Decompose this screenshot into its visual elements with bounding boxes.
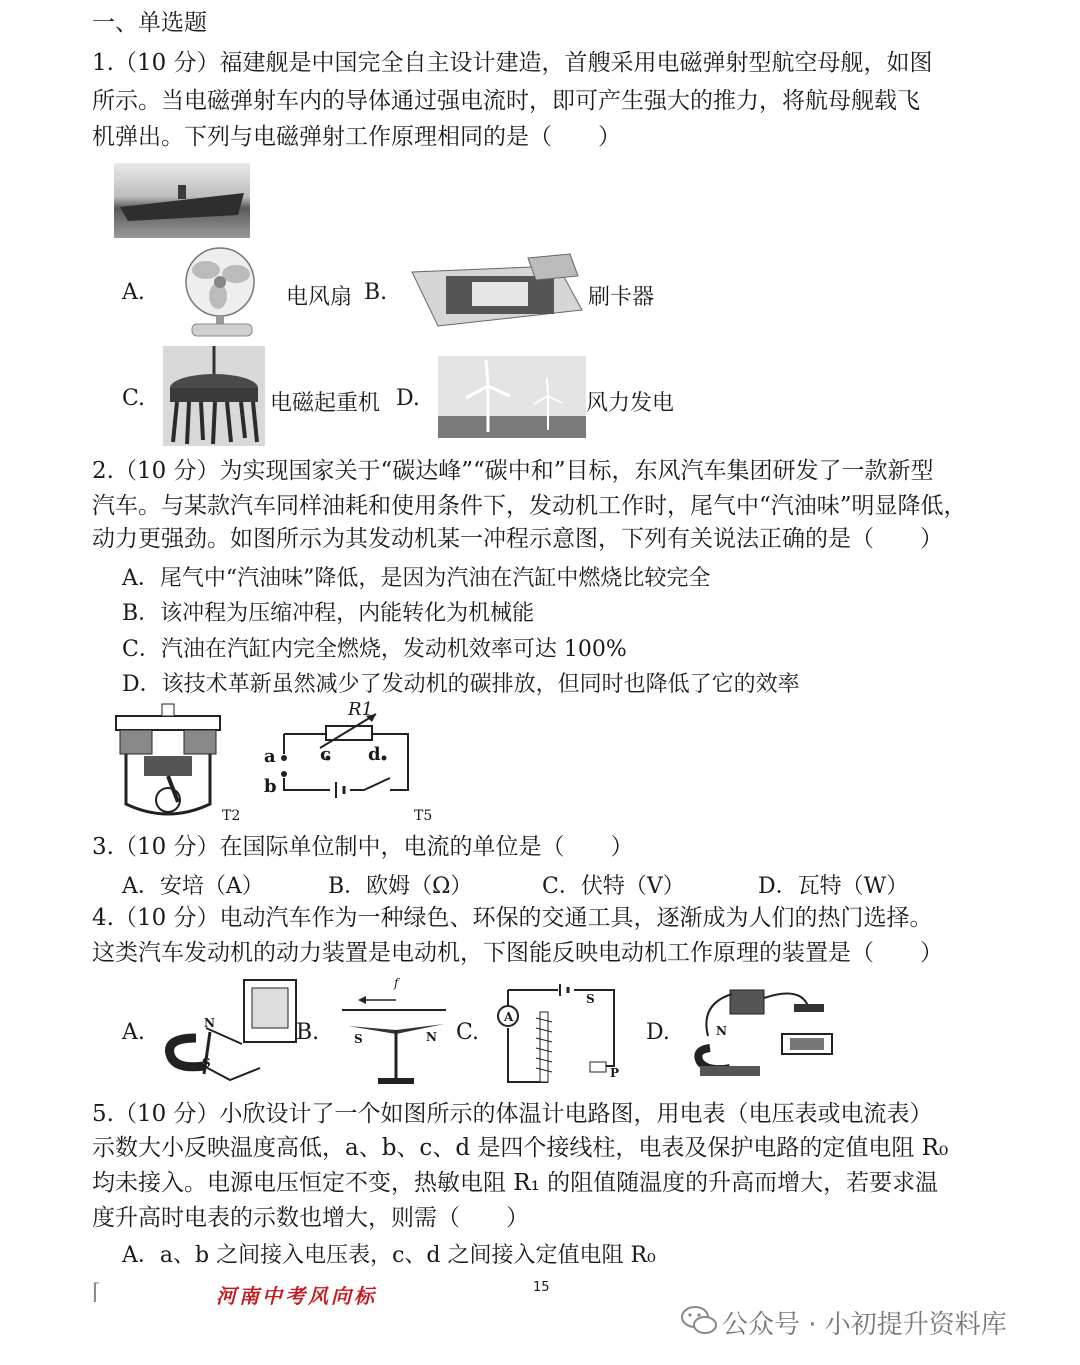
card-reader-image: [408, 252, 586, 332]
question-2-line-2: 汽车。与某款汽车同样油耗和使用条件下，发动机工作时，尾气中“汽油味”明显降低，: [92, 493, 967, 519]
circuit-label-b: b: [264, 776, 277, 797]
q4-a-magnet-n-label: N: [204, 1016, 215, 1030]
circuit-label-c: c: [320, 744, 331, 765]
q4-option-a-letter: A.: [122, 1020, 145, 1045]
q4-b-south-label: S: [354, 1032, 363, 1046]
watermark-text: 公众号 · 小初提升资料库: [722, 1310, 1007, 1340]
circuit-label-r1: R1: [348, 699, 374, 720]
question-2-line-1: 2.（10 分）为实现国家关于“碳达峰”“碳中和”目标，东风汽车集团研发了一款新型: [92, 458, 934, 484]
q3-option-c: C．伏特（V）: [542, 874, 685, 899]
q4-option-c-letter: C.: [456, 1020, 480, 1045]
q1-option-a-letter: A.: [122, 280, 145, 305]
q4-a-magnet-s-label: S: [202, 1056, 211, 1070]
q3-option-a: A．安培（A）: [122, 874, 264, 899]
battery-motor-apparatus: [690, 984, 840, 1080]
question-2-line-3: 动力更强劲。如图所示为其发动机某一冲程示意图，下列有关说法正确的是（ ）: [92, 526, 943, 552]
question-4-line-1: 4.（10 分）电动汽车作为一种绿色、环保的交通工具，逐渐成为人们的热门选择。: [92, 905, 933, 931]
question-3-line: 3.（10 分）在国际单位制中，电流的单位是（ ）: [92, 834, 634, 860]
circuit-figure-label: T5: [414, 808, 433, 824]
circuit-label-d: d: [368, 744, 381, 765]
q1-option-c-letter: C.: [122, 386, 146, 411]
question-1-line-2: 所示。当电磁弹射车内的导体通过强电流时，即可产生强大的推力，将航母舰载飞: [92, 88, 920, 114]
q4-d-magnet-n-label: N: [716, 1024, 727, 1038]
q2-option-c: C．汽油在汽缸内完全燃烧，发动机效率可达 100%: [122, 637, 627, 662]
q4-c-switch-label: S: [586, 992, 595, 1006]
q4-c-ammeter-label: A: [504, 1010, 514, 1024]
question-5-line-2: 示数大小反映温度高低，a、b、c、d 是四个接线柱，电表及保护电路的定值电阻 R₀: [92, 1135, 949, 1161]
q4-c-p-label: P: [610, 1066, 620, 1080]
aircraft-carrier-photo: [114, 163, 250, 238]
engine-figure-label: T2: [222, 808, 241, 824]
engine-stroke-diagram: [112, 700, 224, 822]
page-number: 15: [533, 1280, 550, 1295]
question-5-line-4: 度升高时电表的示数也增大，则需（ ）: [92, 1205, 529, 1231]
q1-option-d-letter: D.: [396, 386, 420, 411]
wind-turbine-image: [438, 356, 586, 438]
question-5-line-1: 5.（10 分）小欣设计了一个如图所示的体温计电路图，用电表（电压表或电流表）: [92, 1101, 933, 1127]
q1-option-b-text: 刷卡器: [588, 285, 655, 310]
question-5-line-3: 均未接入。电源电压恒定不变，热敏电阻 R₁ 的阻值随温度的升高而增大，若要求温: [92, 1170, 939, 1196]
electromagnetic-crane-image: [163, 346, 265, 446]
q2-option-a: A．尾气中“汽油味”降低，是因为汽油在汽缸中燃烧比较完全: [122, 566, 711, 591]
question-1-line-3: 机弹出。下列与电磁弹射工作原理相同的是（ ）: [92, 124, 621, 150]
wechat-icon: [680, 1303, 718, 1337]
q3-option-b: B．欧姆（Ω）: [328, 874, 473, 899]
q4-option-b-letter: B.: [296, 1020, 320, 1045]
q5-option-a: A．a、b 之间接入电压表，c、d 之间接入定值电阻 R₀: [122, 1243, 656, 1268]
q1-option-a-text: 电风扇: [286, 285, 353, 310]
magnet-galvanometer-apparatus: [160, 972, 300, 1084]
watermark: [676, 1300, 1076, 1340]
q2-option-d: D．该技术革新虽然减少了发动机的碳排放，但同时也降低了它的效率: [122, 672, 800, 697]
section-title: 一、单选题: [92, 10, 207, 36]
q3-option-d: D．瓦特（W）: [758, 874, 909, 899]
question-4-line-2: 这类汽车发动机的动力装置是电动机，下图能反映电动机工作原理的装置是（ ）: [92, 940, 943, 966]
circuit-diagram-t5: [262, 706, 412, 802]
q1-option-c-text: 电磁起重机: [270, 391, 381, 416]
q4-option-d-letter: D.: [646, 1020, 670, 1045]
circuit-label-a: a: [264, 746, 276, 767]
q2-option-b: B．该冲程为压缩冲程，内能转化为机械能: [122, 601, 535, 626]
footer-mark: ⌈: [92, 1280, 101, 1305]
electric-fan-image: [168, 246, 273, 338]
q4-b-force-label: f: [394, 976, 399, 990]
question-1-line-1: 1.（10 分）福建舰是中国完全自主设计建造，首艘采用电磁弹射型航空母舰，如图: [92, 50, 933, 76]
q1-option-b-letter: B.: [364, 280, 388, 305]
q1-option-d-text: 风力发电: [586, 391, 675, 416]
footer-brand: 河南中考风向标: [216, 1284, 377, 1308]
ammeter-coil-circuit: [488, 978, 624, 1090]
q4-b-north-label: N: [426, 1030, 437, 1044]
